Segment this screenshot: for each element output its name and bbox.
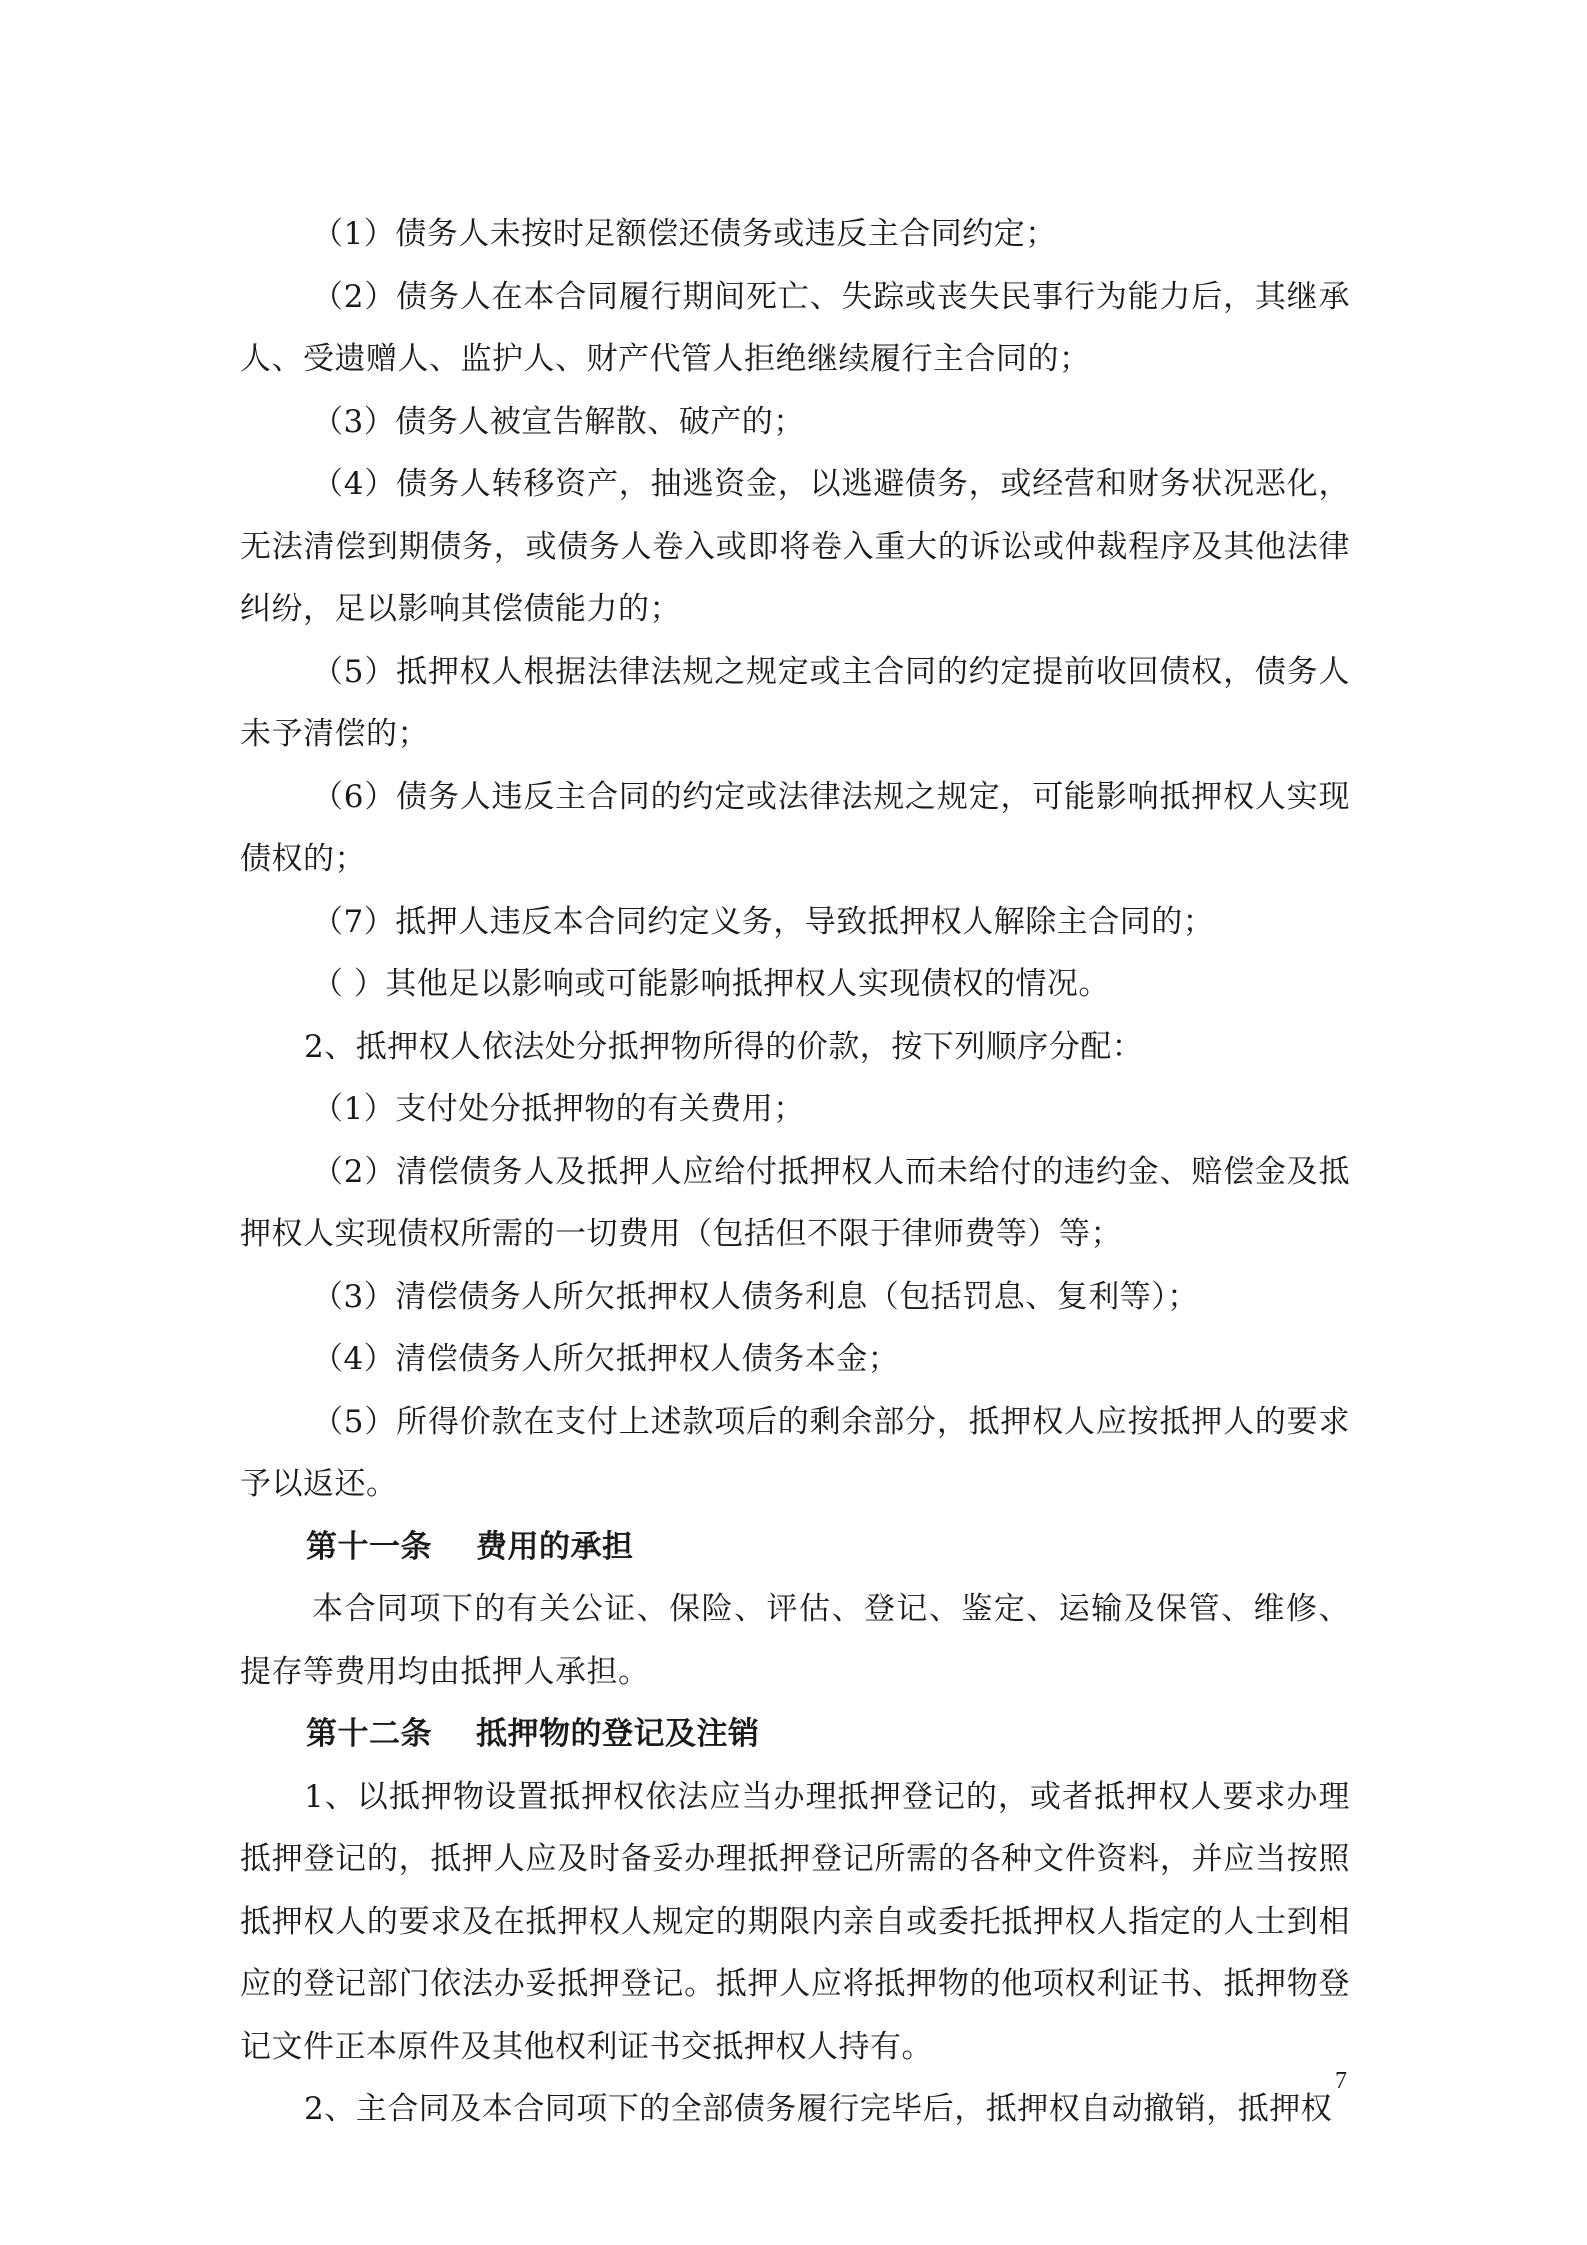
document-page: [240, 203, 1350, 2141]
paragraph: （4）清偿债务人所欠抵押权人债务本金；: [312, 1341, 900, 1377]
paragraph: （5）所得价款在支付上述款项后的剩余部分，抵押权人应按抵押人的要求予以返还。: [240, 1403, 1350, 1502]
article-11-body: 本合同项下的有关公证、保险、评估、登记、鉴定、运输及保管、维修、提存等费用均由抵押人承担。: [240, 1591, 1350, 1690]
paragraph: （1）支付处分抵押物的有关费用；: [312, 1091, 805, 1127]
paragraph: （1）债务人未按时足额偿还债务或违反主合同约定；: [312, 216, 1057, 252]
paragraph: （2）债务人在本合同履行期间死亡、失踪或丧失民事行为能力后，其继承人、受遗赠人、监护人、财产代管人拒绝继续履行主合同的；: [240, 278, 1350, 377]
paragraph: （3）债务人被宣告解散、破产的；: [312, 403, 805, 440]
paragraph: （3）清偿债务人所欠抵押权人债务利息（包括罚息、复利等）；: [312, 1278, 1199, 1315]
paragraph: （5）抵押权人根据法律法规之规定或主合同的约定提前收回债权，债务人未予清偿的；: [240, 653, 1350, 752]
paragraph: 2、抵押权人依法处分抵押物所得的价款，按下列顺序分配：: [304, 1028, 1144, 1065]
article-11-heading: [240, 1516, 1350, 1579]
page-number: 7: [1335, 2068, 1347, 2094]
article-12-title: 抵押物的登记及注销: [476, 1716, 760, 1752]
article-12-clause-1: 1、以抵押物设置抵押权依法应当办理抵押登记的，或者抵押权人要求办理抵押登记的，抵押人应及时备妥办理抵押登记所需的各种文件资料，并应当按照抵押权人的要求及在抵押权人规定的期限内亲自或委托抵押权人指定的人士到相应的登记部门依法办妥抵押登记。抵押人应将抵押物的他项权利证书、抵押物登记文件正本原件及其他权利证书交抵押权人持有。: [240, 1778, 1350, 2065]
article-11-title: 费用的承担: [476, 1528, 634, 1565]
paragraph: （2）清偿债务人及抵押人应给付抵押权人而未给付的违约金、赔偿金及抵押权人实现债权所需的一切费用（包括但不限于律师费等）等；: [240, 1153, 1350, 1252]
article-11-number: 第十一条: [306, 1528, 432, 1565]
paragraph: （6）债务人违反主合同的约定或法律法规之规定，可能影响抵押权人实现债权的；: [240, 778, 1350, 877]
paragraph: （4）债务人转移资产，抽逃资金，以逃避债务，或经营和财务状况恶化，无法清偿到期债务，或债务人卷入或即将卷入重大的诉讼或仲裁程序及其他法律纠纷，足以影响其偿债能力的；: [240, 466, 1350, 627]
paragraph: （7）抵押人违反本合同约定义务，导致抵押权人解除主合同的；: [312, 903, 1215, 940]
article-12-heading: [240, 1703, 1350, 1766]
paragraph: （ ）其他足以影响或可能影响抵押权人实现债权的情况。: [312, 966, 1110, 1002]
article-12-clause-2: 2、主合同及本合同项下的全部债务履行完毕后，抵押权自动撤销，抵押权: [304, 2091, 1333, 2127]
article-12-number: 第十二条: [306, 1716, 432, 1752]
